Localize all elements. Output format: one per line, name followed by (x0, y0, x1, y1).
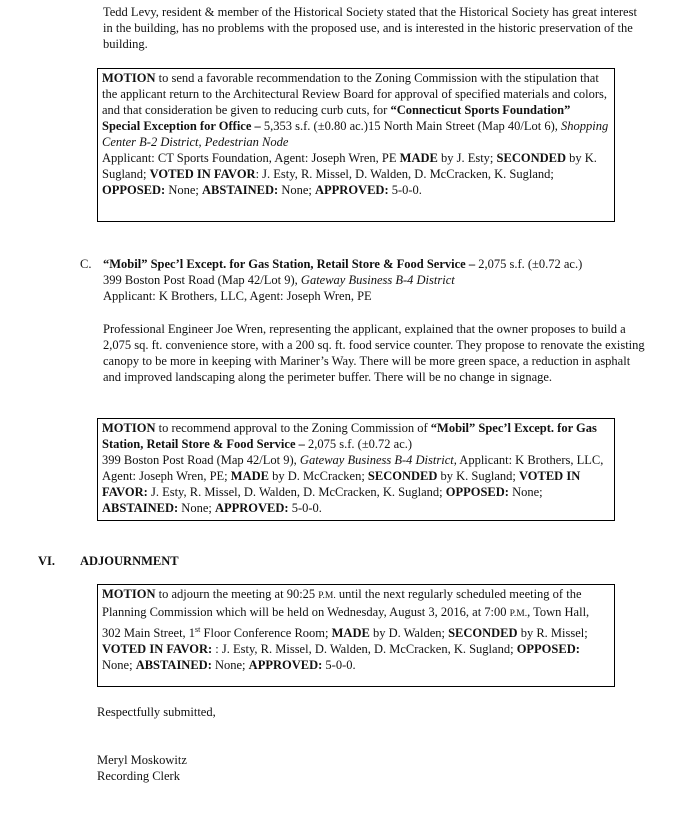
section-numeral: VI. (38, 554, 56, 568)
motion-box-3 (97, 584, 615, 687)
clerk-name: Meryl Moskowitz (97, 753, 187, 767)
motion-1-text: MOTION to send a favorable recommendation to the Zoning Commission with the stipulation that the applicant return to the Architectural Review Board for approval of specified materials and colors, and that consideration be given to reducing curb cuts, for “Connecticut Sports Foundation” Special Exception for Office – 5,353 s.f. (±0.80 ac.)15 North Main Street (Map 40/Lot 6), Shopping Center B-2 District, Pedestrian Node Applicant: CT Sports Foundation, Agent: Joseph Wren, PE MADE by J. Esty; SECONDED by K. Sugland; VOTED IN FAVOR: J. Esty, R. Missel, D. Walden, D. McCracken, K. Sugland; OPPOSED: None; ABSTAINED: None; APPROVED: 5-0-0. (102, 71, 609, 197)
zoning-district: Gateway Business B-4 District, (299, 453, 457, 467)
motion-label: MOTION (102, 587, 156, 601)
application-title: “Connecticut Sports Foundation” Special Exception for Office – (102, 103, 571, 133)
item-c-address: 399 Boston Post Road (Map 42/Lot 9), Gateway Business B-4 District (103, 273, 455, 287)
zoning-district: Shopping Center B-2 District, Pedestrian Node (102, 119, 609, 149)
motion-label: MOTION (102, 71, 156, 85)
motion-box-2 (97, 418, 615, 521)
item-c-title: “Mobil” Spec’l Except. for Gas Station, Retail Store & Food Service – 2,075 s.f. (±0.72 ac.) (103, 257, 583, 271)
application-title: “Mobil” Spec’l Except. for Gas Station, Retail Store & Food Service – (102, 421, 597, 451)
item-c-paragraph: Professional Engineer Joe Wren, representing the applicant, explained that the owner proposes to build a 2,075 sq. ft. convenience store, with a 200 sq. ft. food service counter. They propose to renovate the existing canopy to be more in keeping with Mariner’s Way. There will be more green space, a reduction in asphalt and improved landscaping along the perimeter buffer. There will be no change in signage. (103, 322, 645, 384)
intro-text: Tedd Levy, resident & member of the Historical Society stated that the Historical Society has great interest in the building, has no problems with the proposed use, and is interested in the historic preservation of the building. (103, 5, 637, 51)
section-title: ADJOURNMENT (80, 554, 179, 568)
respectfully-submitted: Respectfully submitted, (97, 705, 216, 719)
item-c-letter: C. (80, 257, 92, 271)
motion-3-text: MOTION to adjourn the meeting at 90:25 P.M. until the next regularly scheduled meeting of the Planning Commission which will be held on Wednesday, August 3, 2016, at 7:00 P.M., Town Hall, 302 Main Street, 1st Floor Conference Room; MADE by D. Walden; SECONDED by R. Missel; VOTED IN FAVOR: : J. Esty, R. Missel, D. Walden, D. McCracken, K. Sugland; OPPOSED: None; ABSTAINED: None; APPROVED: 5-0-0. (102, 587, 590, 673)
motion-box-1 (97, 68, 615, 222)
clerk-role: Recording Clerk (97, 769, 180, 783)
intro-paragraph (103, 4, 643, 52)
item-c-applicant: Applicant: K Brothers, LLC, Agent: Joseph Wren, PE (103, 289, 372, 303)
motion-2-text: MOTION to recommend approval to the Zoning Commission of “Mobil” Spec’l Except. for Gas Station, Retail Store & Food Service – 2,075 s.f. (±0.72 ac.) 399 Boston Post Road (Map 42/Lot 9), Gateway Business B-4 District, Applicant: K Brothers, LLC, Agent: Joseph Wren, PE; MADE by D. McCracken; SECONDED by K. Sugland; VOTED IN FAVOR: J. Esty, R. Missel, D. Walden, D. McCracken, K. Sugland; OPPOSED: None; ABSTAINED: None; APPROVED: 5-0-0. (102, 421, 604, 515)
item-c-header (103, 256, 663, 304)
motion-label: MOTION (102, 421, 156, 435)
